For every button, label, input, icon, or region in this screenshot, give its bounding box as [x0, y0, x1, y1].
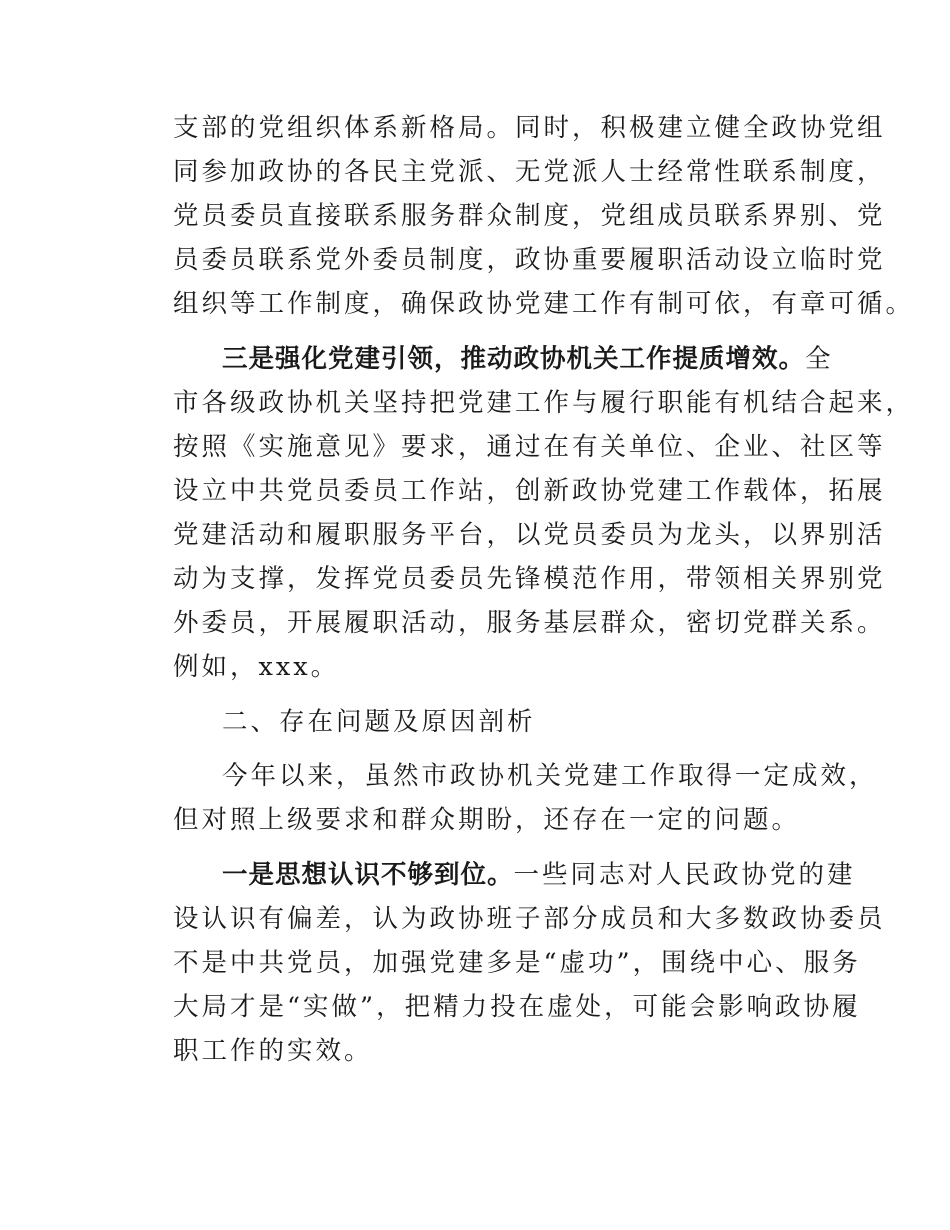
paragraph-line: 职工作的实效。: [173, 1036, 373, 1066]
paragraph-line: 按照《实施意见》要求，通过在有关单位、企业、社区等: [173, 432, 886, 462]
paragraph-line: 但对照上级要求和群众期盼，还存在一定的问题。: [173, 805, 801, 835]
paragraph-line: 市各级政协机关坚持把党建工作与履行职能有机结合起来，: [173, 388, 915, 418]
paragraph-line: 动为支撑，发挥党员委员先锋模范作用，带领相关界别党: [173, 564, 886, 594]
paragraph-line: 党员委员直接联系服务群众制度，党组成员联系界别、党: [173, 201, 886, 231]
paragraph-text: 一些同志对人民政协党的建: [513, 860, 856, 890]
paragraph-line: 同参加政协的各民主党派、无党派人士经常性联系制度，: [173, 157, 886, 187]
paragraph-line: 支部的党组织体系新格局。同时，积极建立健全政协党组: [173, 113, 886, 143]
paragraph-line: 组织等工作制度，确保政协党建工作有制可依，有章可循。: [173, 289, 915, 319]
paragraph-line: 大局才是“实做”，把精力投在虚处，可能会影响政协履: [173, 992, 861, 1022]
paragraph-line: 例如，xxx。: [173, 652, 340, 682]
paragraph-heading: 一是思想认识不够到位。: [222, 860, 514, 890]
paragraph-line: 党建活动和履职服务平台，以党员委员为龙头，以界别活: [173, 520, 886, 550]
section-title: 二、存在问题及原因剖析: [222, 707, 536, 737]
paragraph-line: 外委员，开展履职活动，服务基层群众，密切党群关系。: [173, 608, 886, 638]
paragraph-text: 全: [805, 344, 834, 374]
paragraph-line: 不是中共党员，加强党建多是“虚功”，围绕中心、服务: [173, 948, 861, 978]
paragraph-heading: 三是强化党建引领，推动政协机关工作提质增效。: [222, 344, 806, 374]
paragraph-line: 今年以来，虽然市政协机关党建工作取得一定成效，: [222, 761, 878, 791]
paragraph-first-line: [222, 341, 834, 377]
paragraph-line: 员委员联系党外委员制度，政协重要履职活动设立临时党: [173, 245, 886, 275]
paragraph-line: 设认识有偏差，认为政协班子部分成员和大多数政协委员: [173, 904, 886, 934]
paragraph-line: 设立中共党员委员工作站，创新政协党建工作载体，拓展: [173, 476, 886, 506]
paragraph-first-line: [222, 857, 856, 893]
